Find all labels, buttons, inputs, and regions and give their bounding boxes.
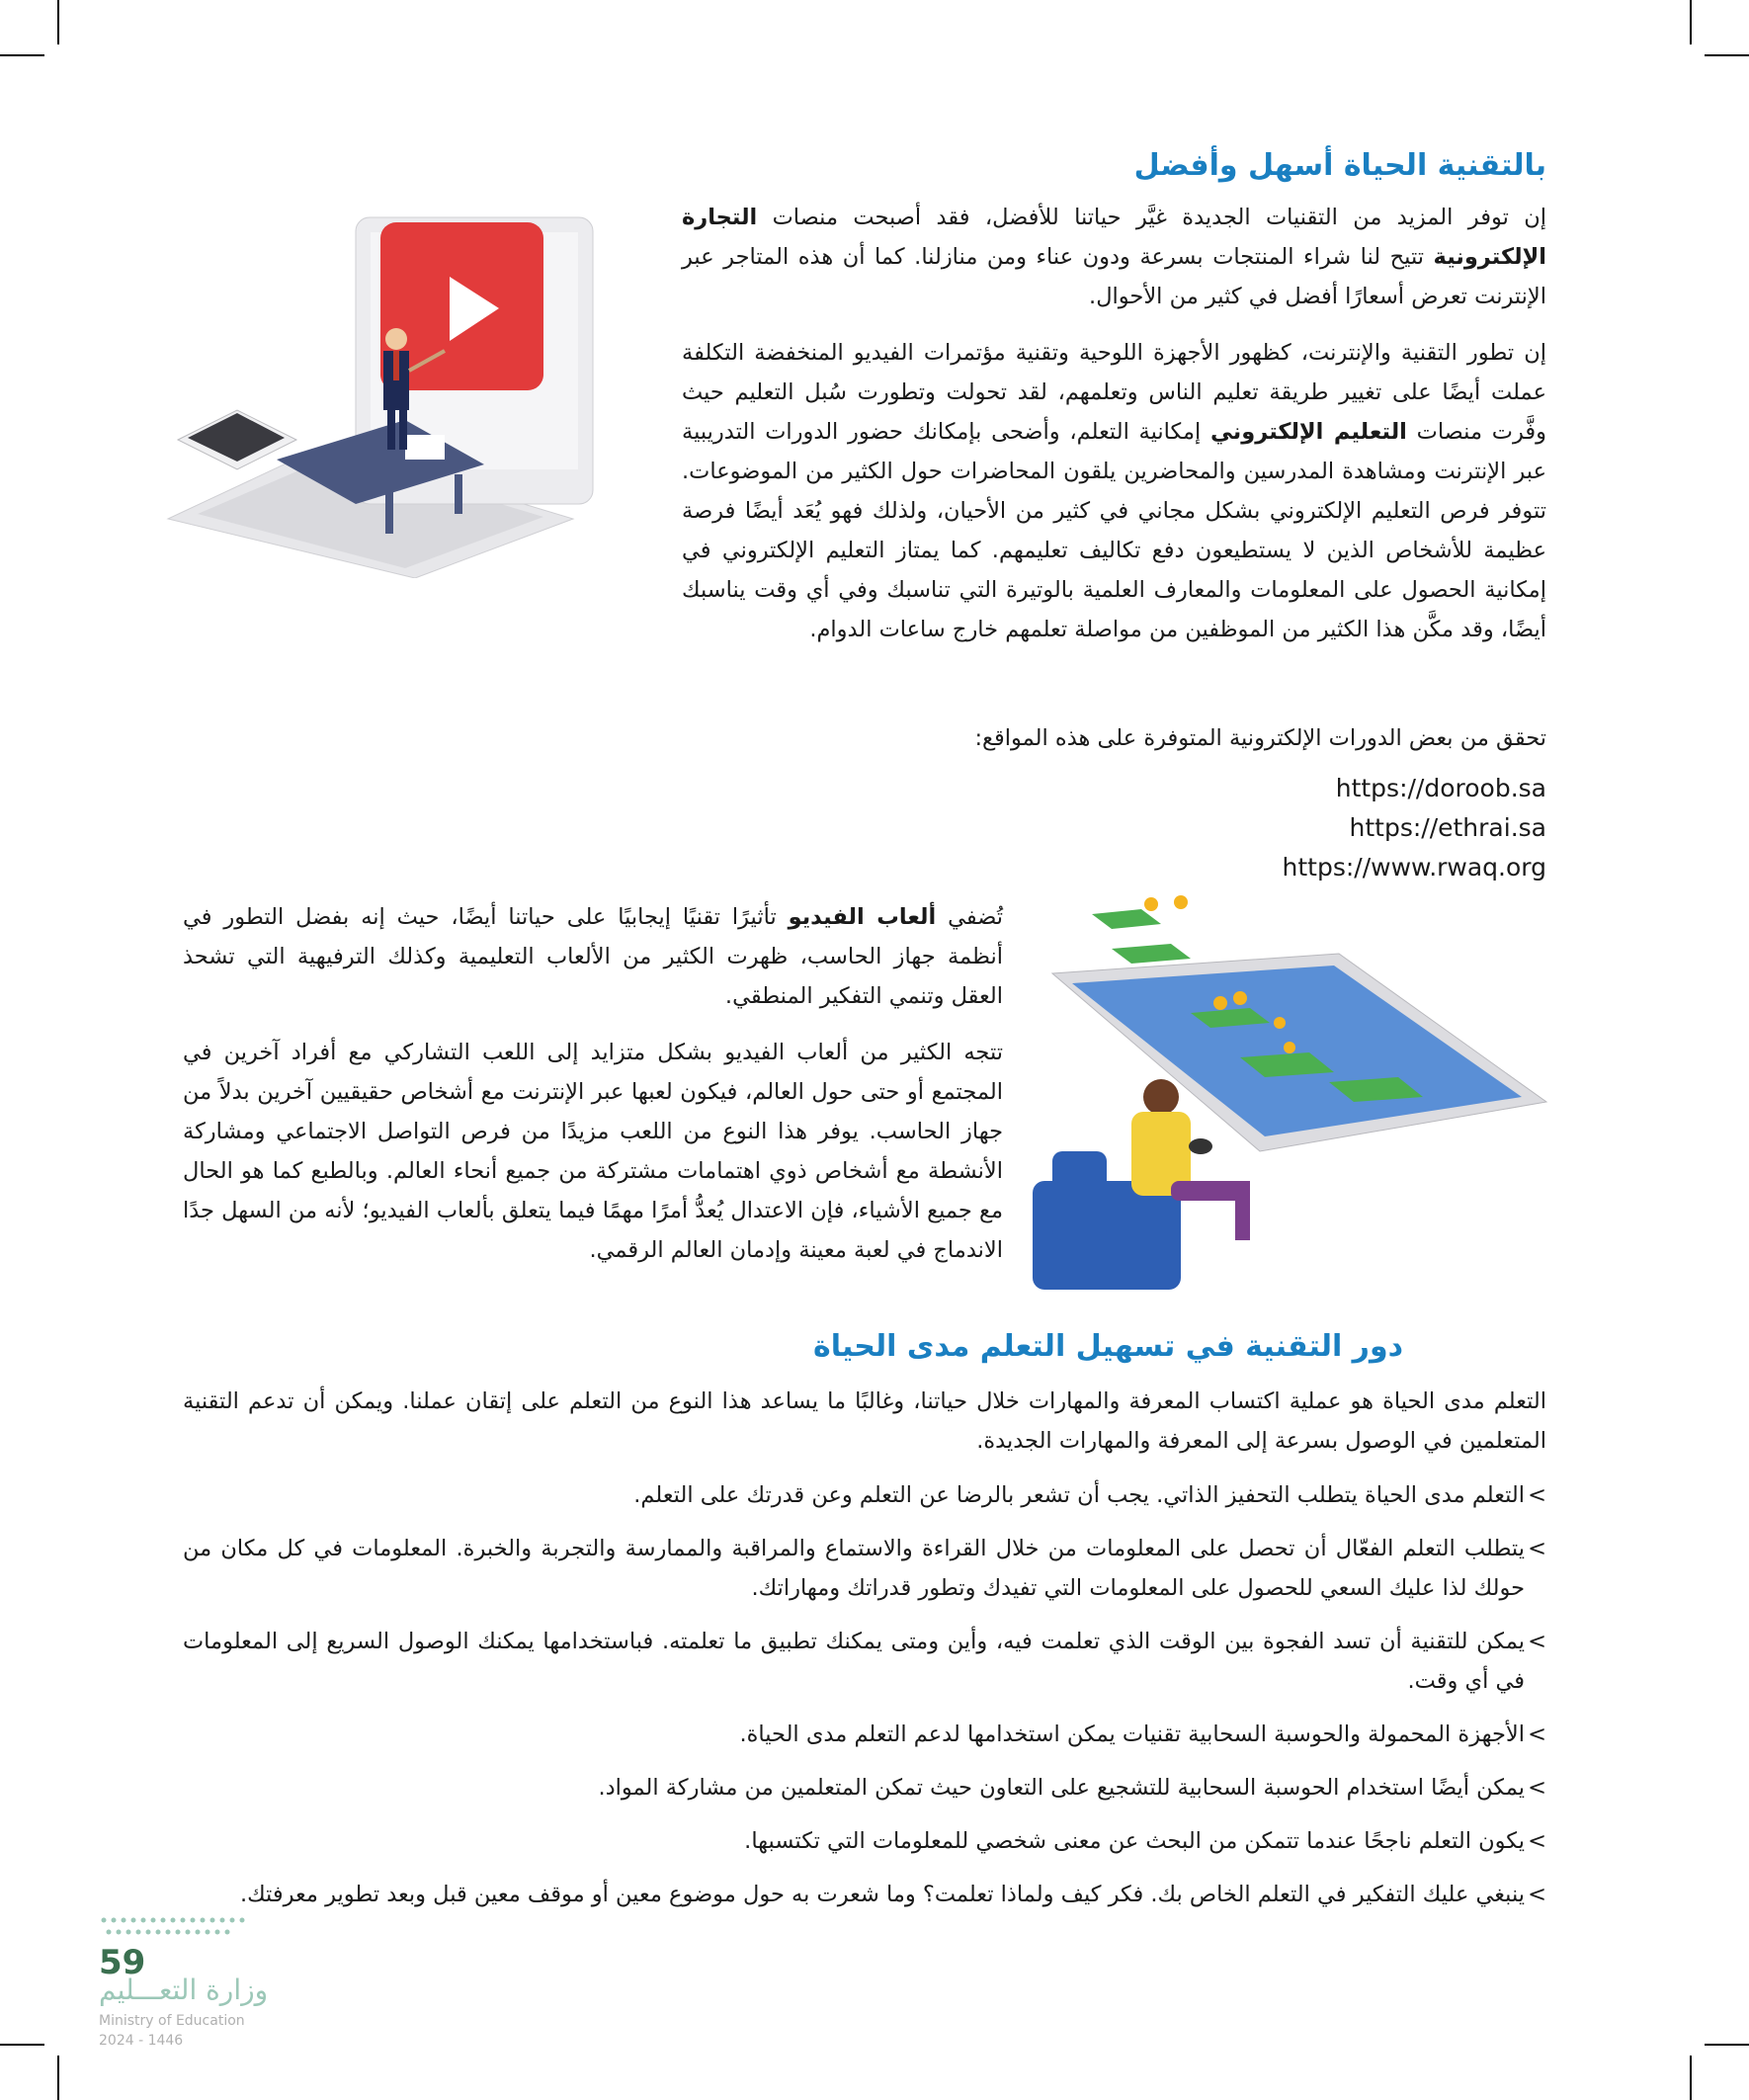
crop-mark — [1705, 2044, 1749, 2046]
text-span: تأثيرًا تقنيًا إيجابيًا على حياتنا أيضًا، حيث إنه بفضل التطور في أنظمة جهاز الحاسب، ظهرت الكثير من الألعاب التعليمية وكذلك الترفيهية التي تشحذ العقل وتنمي التفكير المنطقي. — [183, 904, 1003, 1009]
list-item-text: يمكن أيضًا استخدام الحوسبة السحابية للتشجيع على التعاون حيث تمكن المتعلمين من مشاركة المواد. — [598, 1775, 1525, 1801]
text-span: إن توفر المزيد من التقنيات الجديدة غيَّر حياتنا للأفضل، فقد أصبحت منصات — [757, 205, 1546, 230]
list-item-text: الأجهزة المحمولة والحوسبة السحابية تقنيات يمكن استخدامها لدعم التعلم مدى الحياة. — [739, 1722, 1525, 1747]
crop-mark — [1690, 0, 1692, 44]
list-item — [183, 1875, 1546, 1914]
list-item — [183, 1821, 1546, 1861]
lifelong-learning-bullets — [183, 1475, 1546, 1928]
text-span: إمكانية التعلم، وأضحى بإمكانك حضور الدورات التدريبية عبر الإنترنت ومشاهدة المدرسين والمحاضرين يلقون المحاضرات حول الكثير من الموضوعات. تتوفر فرص التعليم الإلكتروني بشكل مجاني في كثير من الأحيان، ولذلك فهو يُعَد أيضًا فرصة عظيمة للأشخاص الذين لا يستطيعون دفع تكاليف تعليمهم. كما يمتاز التعليم الإلكتروني في إمكانية الحصول على المعلومات والمعارف العلمية بالوتيرة التي تناسبك وفي أي وقت يناسبك أيضًا، وقد مكَّن هذا الكثير من الموظفين من مواصلة تعلمهم خارج ساعات الدوام. — [682, 419, 1546, 642]
list-item — [183, 1768, 1546, 1807]
list-item — [183, 1475, 1546, 1515]
list-item — [183, 1622, 1546, 1701]
crop-mark — [0, 54, 44, 56]
chevron-icon: > — [1528, 1536, 1546, 1561]
text-span: تتيح لنا شراء المنتجات بسرعة ودون عناء ومن منازلنا. كما أن هذه المتاجر عبر الإنترنت تعرض أسعارًا أفضل في كثير من الأحوال. — [682, 244, 1546, 309]
section-title-technology-life: بالتقنية الحياة أسهل وأفضل — [1133, 148, 1546, 183]
list-item — [183, 1529, 1546, 1608]
ministry-name-english: Ministry of Education — [99, 2013, 245, 2029]
chevron-icon: > — [1528, 1828, 1546, 1854]
list-item-text: يكون التعلم ناجحًا عندما تتمكن من البحث عن معنى شخصي للمعلومات التي تكتسبها. — [744, 1828, 1525, 1854]
crop-mark — [0, 2044, 44, 2046]
ecommerce-paragraph — [682, 198, 1546, 316]
list-item — [183, 1715, 1546, 1754]
list-item-text: يمكن للتقنية أن تسد الفجوة بين الوقت الذي تعلمت فيه، وأين ومتى يمكنك تطبيق ما تعلمته. فباستخدامها يمكنك الوصول السريع إلى المعلومات في أي وقت. — [183, 1629, 1525, 1694]
chevron-icon: > — [1528, 1629, 1546, 1654]
ministry-name-arabic: وزارة التعـــليم — [99, 1974, 269, 2006]
list-item-text: ينبغي عليك التفكير في التعلم الخاص بك. فكر كيف ولماذا تعلمت؟ وما شعرت به حول موضوع معين أو موقف معين قبل وبعد تطوير معرفتك. — [239, 1882, 1525, 1907]
year-label: 2024 - 1446 — [99, 2033, 184, 2049]
crop-mark — [1690, 2056, 1692, 2100]
chevron-icon: > — [1528, 1775, 1546, 1801]
list-item-text: التعلم مدى الحياة يتطلب التحفيز الذاتي. يجب أن تشعر بالرضا عن التعلم وعن قدرتك على التعلم. — [633, 1482, 1525, 1508]
video-games-intro-paragraph — [183, 897, 1003, 1016]
bold-term-elearning: التعليم الإلكتروني — [1210, 419, 1407, 445]
url-list — [1283, 769, 1546, 887]
lifelong-learning-intro: التعلم مدى الحياة هو عملية اكتساب المعرفة والمهارات خلال حياتنا، وغالبًا ما يساعد هذا النوع من التعلم على إتقان عملنا. ويمكن أن تدعم التقنية المتعلمين في الوصول بسرعة إلى المعرفة والمهارات الجديدة. — [183, 1388, 1546, 1454]
page-number: 59 — [99, 1943, 146, 1982]
url-link[interactable]: https://doroob.sa — [1335, 774, 1546, 802]
elearning-illustration — [158, 203, 652, 578]
chevron-icon: > — [1528, 1722, 1546, 1747]
video-game-illustration — [1013, 894, 1566, 1309]
ministry-dots-logo — [94, 1912, 262, 1942]
bold-term-video-games: ألعاب الفيديو — [788, 904, 937, 930]
list-item-text: يتطلب التعلم الفعّال أن تحصل على المعلومات من خلال القراءة والاستماع والمراقبة والممارسة والتجربة والخبرة. المعلومات في كل مكان من حولك لذا عليك السعي للحصول على المعلومات التي تفيدك وتطور قدراتك ومهاراتك. — [183, 1536, 1525, 1601]
url-link[interactable]: https://ethrai.sa — [1349, 813, 1546, 842]
url-link[interactable]: https://www.rwaq.org — [1282, 853, 1546, 882]
check-sites-text: تحقق من بعض الدورات الإلكترونية المتوفرة على هذه المواقع: — [974, 725, 1546, 751]
chevron-icon: > — [1528, 1882, 1546, 1907]
chevron-icon: > — [1528, 1482, 1546, 1508]
crop-mark — [1705, 54, 1749, 56]
crop-mark — [57, 2056, 59, 2100]
section-title-lifelong-learning: دور التقنية في تسهيل التعلم مدى الحياة — [813, 1329, 1403, 1364]
crop-mark — [57, 0, 59, 44]
bold-term-ecommerce: التجارة الإلكترونية — [682, 205, 1546, 270]
video-games-social-paragraph: تتجه الكثير من ألعاب الفيديو بشكل متزايد إلى اللعب التشاركي مع أفراد آخرين في المجتمع أو حتى حول العالم، فيكون لعبها عبر الإنترنت مع أشخاص حقيقيين آخرين بدلاً من جهاز الحاسب. يوفر هذا النوع من اللعب مزيدًا من فرص التواصل الاجتماعي ومشاركة الأنشطة مع أشخاص ذوي اهتمامات مشتركة من جميع أنحاء العالم. وبالطبع كما هو الحال مع جميع الأشياء، فإن الاعتدال يُعدُّ أمرًا مهمًا فيما يتعلق بألعاب الفيديو؛ لأنه من السهل جدًا الاندماج في لعبة معينة وإدمان العالم الرقمي. — [183, 1040, 1003, 1263]
text-span: تُضفي — [936, 904, 1003, 930]
elearning-paragraph — [682, 333, 1546, 649]
text-span: إن تطور التقنية والإنترنت، كظهور الأجهزة اللوحية وتقنية مؤتمرات الفيديو المنخفضة التكلفة عملت أيضًا على تغيير طريقة تعليم الناس وتعلمهم، لقد تحولت وتطورت سُبل التعليم حيث وفَّرت منصات — [682, 340, 1546, 445]
